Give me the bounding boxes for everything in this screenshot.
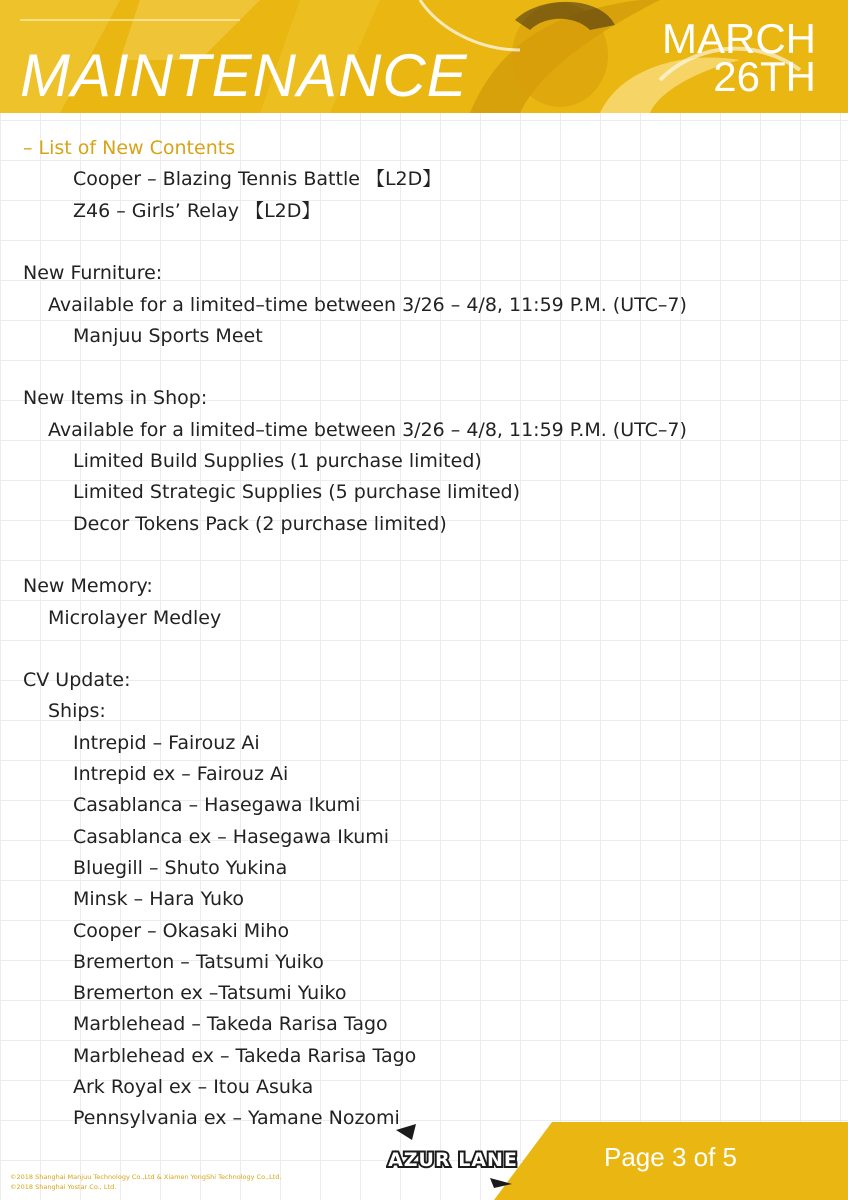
date-month: MARCH [662,15,816,62]
list-item: Cooper – Blazing Tennis Battle 【L2D】 [73,168,442,191]
list-item: Marblehead – Takeda Rarisa Tago [73,1013,388,1036]
list-item: Limited Strategic Supplies (5 purchase limited) [73,481,520,504]
list-item: Pennsylvania ex – Yamane Nozomi [73,1107,400,1130]
copyright [10,1172,281,1192]
list-item: Marblehead ex – Takeda Rarisa Tago [73,1044,417,1067]
list-item: Microlayer Medley [48,606,222,629]
page-indicator: Page 3 of 5 [604,1142,737,1172]
list-item: Decor Tokens Pack (2 purchase limited) [73,512,447,535]
header-banner [0,0,848,113]
list-item: Casablanca – Hasegawa Ikumi [73,794,361,817]
list-item: Bremerton – Tatsumi Yuiko [73,950,324,973]
maintenance-date [662,15,816,100]
section-title: New Items in Shop: [23,387,208,410]
list-item: Intrepid ex – Fairouz Ai [73,763,289,785]
section-title: New Furniture: [23,262,163,285]
list-item: Casablanca ex – Hasegawa Ikumi [73,825,390,848]
copyright-line-2: ©2018 Shanghai Yostar Co., Ltd. [10,1183,117,1191]
list-item: Ark Royal ex – Itou Asuka [73,1076,314,1098]
section-title: CV Update: [23,669,131,692]
date-day: 26TH [713,53,816,100]
list-item: Manjuu Sports Meet [73,324,263,347]
list-item: Bremerton ex –Tatsumi Yuiko [73,982,347,1005]
copyright-line-1: ©2018 Shanghai Manjuu Technology Co.,Ltd & Xiamen YongShi Technology Co.,Ltd. [10,1173,282,1181]
list-item: Z46 – Girls’ Relay 【L2D】 [73,199,321,222]
section-title: New Memory: [23,575,153,598]
list-item: Minsk – Hara Yuko [73,888,245,911]
list-item: Limited Build Supplies (1 purchase limited) [73,450,482,472]
page-title: MAINTENANCE [20,42,468,109]
azur-lane-logo [386,1120,520,1192]
list-item: Intrepid – Fairouz Ai [73,731,260,754]
section-heading: – List of New Contents [23,137,236,159]
list-item: Available for a limited–time between 3/26 – 4/8, 11:59 P.M. (UTC–7) [48,418,687,441]
list-item: Cooper – Okasaki Miho [73,919,290,942]
list-item: Available for a limited–time between 3/26 – 4/8, 11:59 P.M. (UTC–7) [48,293,687,316]
list-item: Bluegill – Shuto Yukina [73,856,288,879]
list-item: Ships: [48,700,106,723]
logo-text: AZUR LANE [388,1149,518,1171]
